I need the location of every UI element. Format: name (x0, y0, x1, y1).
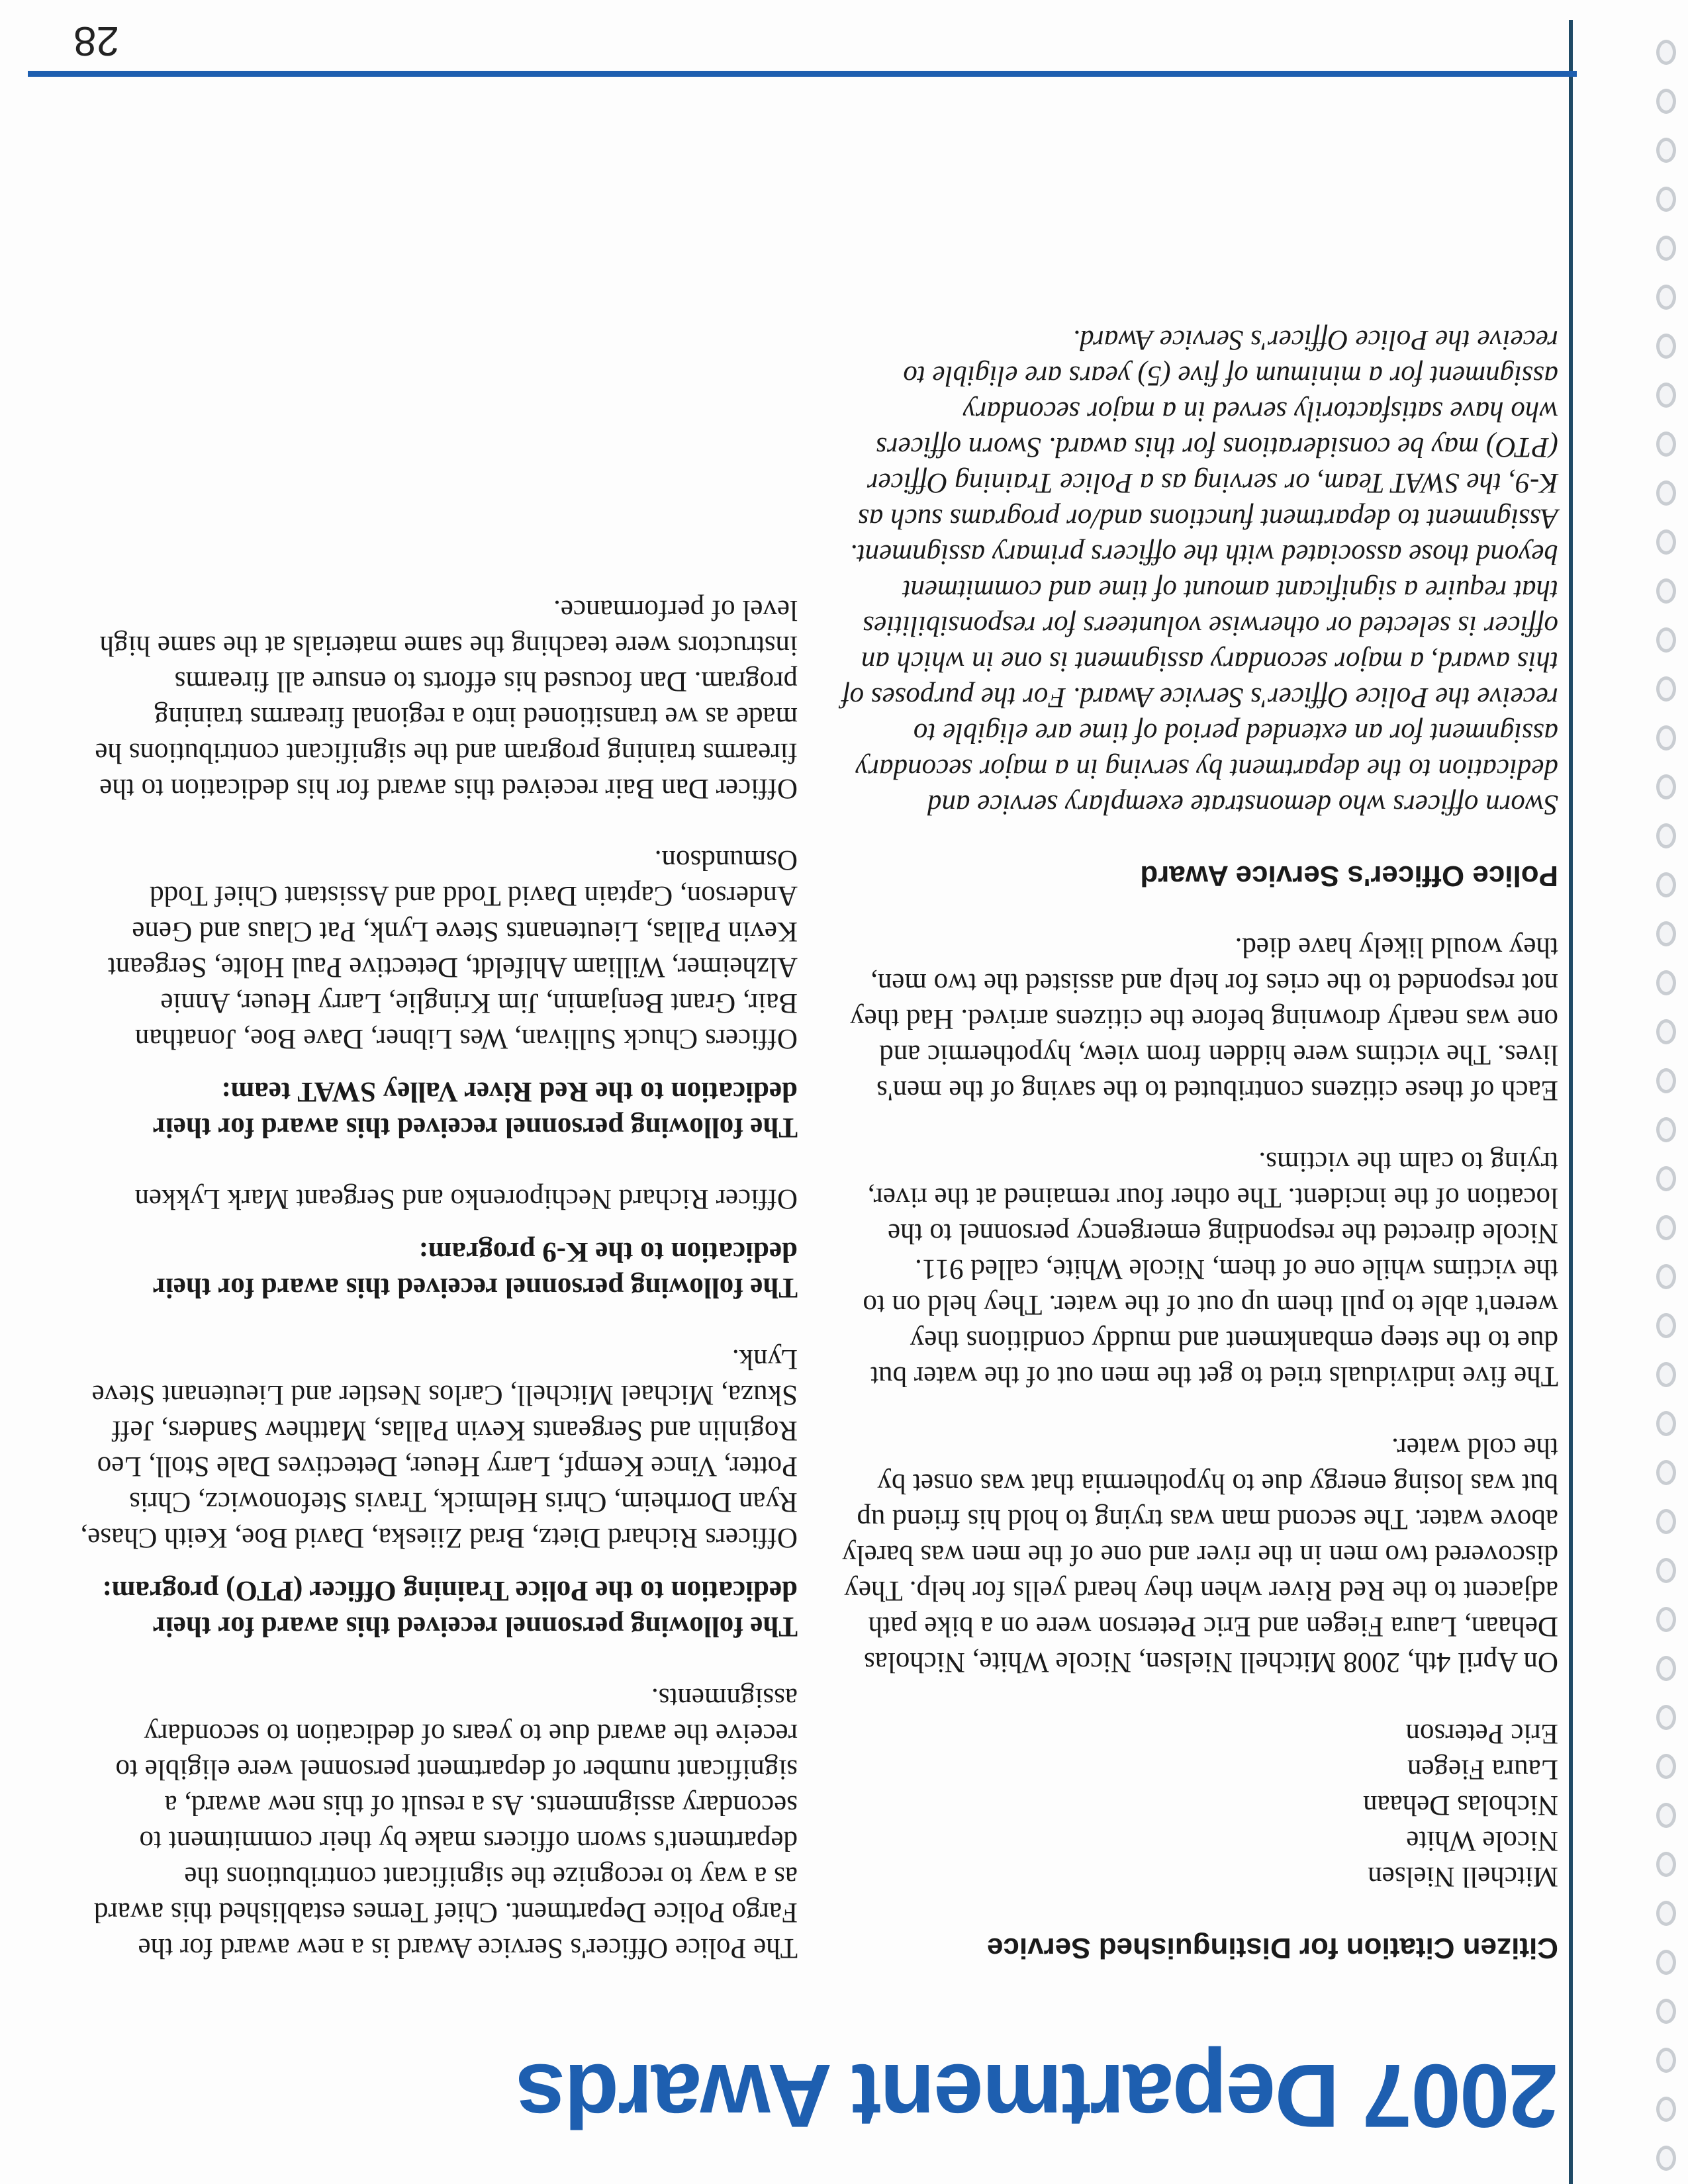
binding-hole (1656, 627, 1676, 653)
recipient-name: Eric Peterson (1405, 1718, 1558, 1749)
binding-hole (1656, 1901, 1676, 1926)
binding-hole (1656, 1558, 1676, 1583)
binding-hole (1656, 1999, 1676, 2024)
binding-hole (1656, 1313, 1676, 1338)
binding-hole (1656, 676, 1676, 702)
page-title: 2007 Department Awards (516, 2046, 1558, 2146)
footer-rule (28, 71, 1577, 77)
k9-group-heading: The following personnel received this award for their dedication to the K-9 program: (153, 1236, 798, 1303)
binding-hole (1656, 1019, 1676, 1044)
pto-group-heading: The following personnel received this award for their dedication to the Police Training Officer (PTO) program: (102, 1575, 798, 1642)
binding-hole (1656, 89, 1676, 114)
page-number: 28 (73, 18, 119, 64)
binding-hole (1656, 334, 1676, 359)
binding-hole (1656, 187, 1676, 212)
binding-hole (1656, 383, 1676, 408)
recipient-name: Nicholas Dehaan (1363, 1790, 1558, 1821)
firearms-award-paragraph: Officer Dan Bair received this award for his dedication to the firearms training program and the significant contributions he made as we transitioned into a regional firearms training program. Dan focused his efforts to ensure all firearms instructors were teaching the same materials at the same high level of performance. (95, 594, 798, 804)
binding-hole (1656, 40, 1676, 65)
binding-hole (1656, 432, 1676, 457)
service-award-criteria: Sworn officers who demonstrate exemplary service and dedication to the department by serving in a major secondary assignment for an extended period of time are eligible to receive the Police Officer's Service Award. For the purposes of this award, a major secondary assignment is one in which an officer is selected or otherwise volunteers for responsibilities that require a significant amount of time and commitment beyond those associated with the officers primary assignment. Assignment to department functions and/or programs such as K-9, the SWAT Team, or serving as a Police Training Officer (PTO) may be considerations for this award. Sworn officers who have satisfactorily served in a major secondary assignment for a minimum of five (5) years are eligible to receive the Police Officer's Service Award. (841, 324, 1558, 820)
binding-hole (1656, 1460, 1676, 1485)
binding-hole (1656, 285, 1676, 310)
binding-hole (1656, 921, 1676, 946)
binding-hole (1656, 138, 1676, 163)
binding-hole (1656, 1215, 1676, 1240)
recipient-name: Mitchell Nielsen (1368, 1861, 1558, 1892)
binding-hole (1656, 1264, 1676, 1289)
citizen-recipient-list (837, 1715, 1558, 1894)
binding-hole (1656, 1705, 1676, 1730)
binding-hole (1656, 1362, 1676, 1387)
service-award-intro: The Police Officer's Service Award is a new award for the Fargo Police Department. Chief Ternes established this award as a way to recognize the significant contributions the department's sworn officers make by their commitment to secondary assignments. As a result of this new award, a significant number of department personnel were eligible to receive the award due to years of dedication to secondary assignments. (94, 1682, 798, 1964)
right-column (76, 556, 798, 1966)
citizen-citation-heading: Citizen Citation for Distinguished Service (986, 1932, 1558, 1964)
binding-hole (1656, 578, 1676, 604)
citation-paragraph: The five individuals tried to get the men out of the water but due to the steep embankment and muddy conditions they weren't able to pull them up out of the water. They held on to the victims while one of them, Nicole White, called 911. Nicole directed the responding emergency personnel to the location of the incident. The other four remained at the river, trying to calm the victims. (863, 1146, 1558, 1392)
binding-hole (1656, 2097, 1676, 2122)
citation-paragraph: On April 4th, 2008 Mitchell Nielsen, Nicole White, Nicholas Dehaan, Laura Fiegen and Eric Peterson were on a bike path adjacent to the Red River when they heard yells for help. They discovered two men in the river and one of the men was barely above water. The second man was trying to hold his friend up but was losing energy due to hypothermia that was onset by the cold water. (842, 1432, 1558, 1678)
citation-paragraph: Each of these citizens contributed to the saving of the men's lives. The victims were hidden from view, hypothermic and one was nearly drowning before the citizens arrived. Had they not responded to the cries for help and assisted the two men, they would likely have died. (850, 932, 1558, 1106)
service-award-heading: Police Officer's Service Award (1140, 860, 1558, 892)
binding-hole (1656, 872, 1676, 897)
binding-hole (1656, 2146, 1676, 2171)
spiral-binding (1640, 13, 1683, 2171)
binding-hole (1656, 725, 1676, 751)
binding-hole (1656, 236, 1676, 261)
binding-hole (1656, 1754, 1676, 1779)
binding-hole (1656, 1852, 1676, 1877)
k9-group-recipients: Officer Richard Nechiporenko and Sergeant Mark Lykken (134, 1183, 798, 1214)
binding-hole (1656, 529, 1676, 555)
binding-hole (1656, 823, 1676, 848)
binding-hole (1656, 1656, 1676, 1681)
binding-hole (1656, 2048, 1676, 2073)
pto-group-recipients: Officers Richard Dietz, Brad Ziieska, David Boe, Keith Chase, Ryan Dorrheim, Chris Helmick, Travis Stefonowicz, Chris Potter, Vince Kempf, Larry Heuer, Detectives Dale Stoll, Leo Roginlin and Sergeants Kevin Pallas, Matthew Sanders, Jeff Skuza, Michael Mitchell, Carlos Nestler and Lieutenant Steve Lynk. (80, 1343, 798, 1553)
swat-group-heading: The following personnel received this award for their dedication to the Red River Valley SWAT team: (153, 1076, 798, 1143)
binding-hole (1656, 480, 1676, 506)
binding-hole (1656, 1607, 1676, 1632)
recipient-name: Laura Fiegen (1407, 1754, 1558, 1785)
binding-hole (1656, 1803, 1676, 1828)
recipient-name: Nicole White (1406, 1825, 1558, 1856)
binding-hole (1656, 1068, 1676, 1093)
vertical-rule (1569, 20, 1573, 2184)
binding-hole (1656, 1950, 1676, 1975)
swat-group-recipients: Officers Chuck Sullivan, Wes Libner, Dave Boe, Jonathan Bair, Grant Benjamin, Jim Kringlie, Larry Heuer, Annie Alzheimer, William Ahlfeldt, Detective Paul Holte, Sergeant Kevin Pallas, Lieutenants Steve Lynk, Pat Claus and Gene Anderson, Captain David Todd and Assistant Chief Todd Osmundson. (107, 844, 798, 1054)
left-column (837, 286, 1558, 1966)
binding-hole (1656, 1166, 1676, 1191)
binding-hole (1656, 774, 1676, 799)
binding-hole (1656, 1411, 1676, 1436)
binding-hole (1656, 1509, 1676, 1534)
binding-hole (1656, 1117, 1676, 1142)
binding-hole (1656, 970, 1676, 995)
